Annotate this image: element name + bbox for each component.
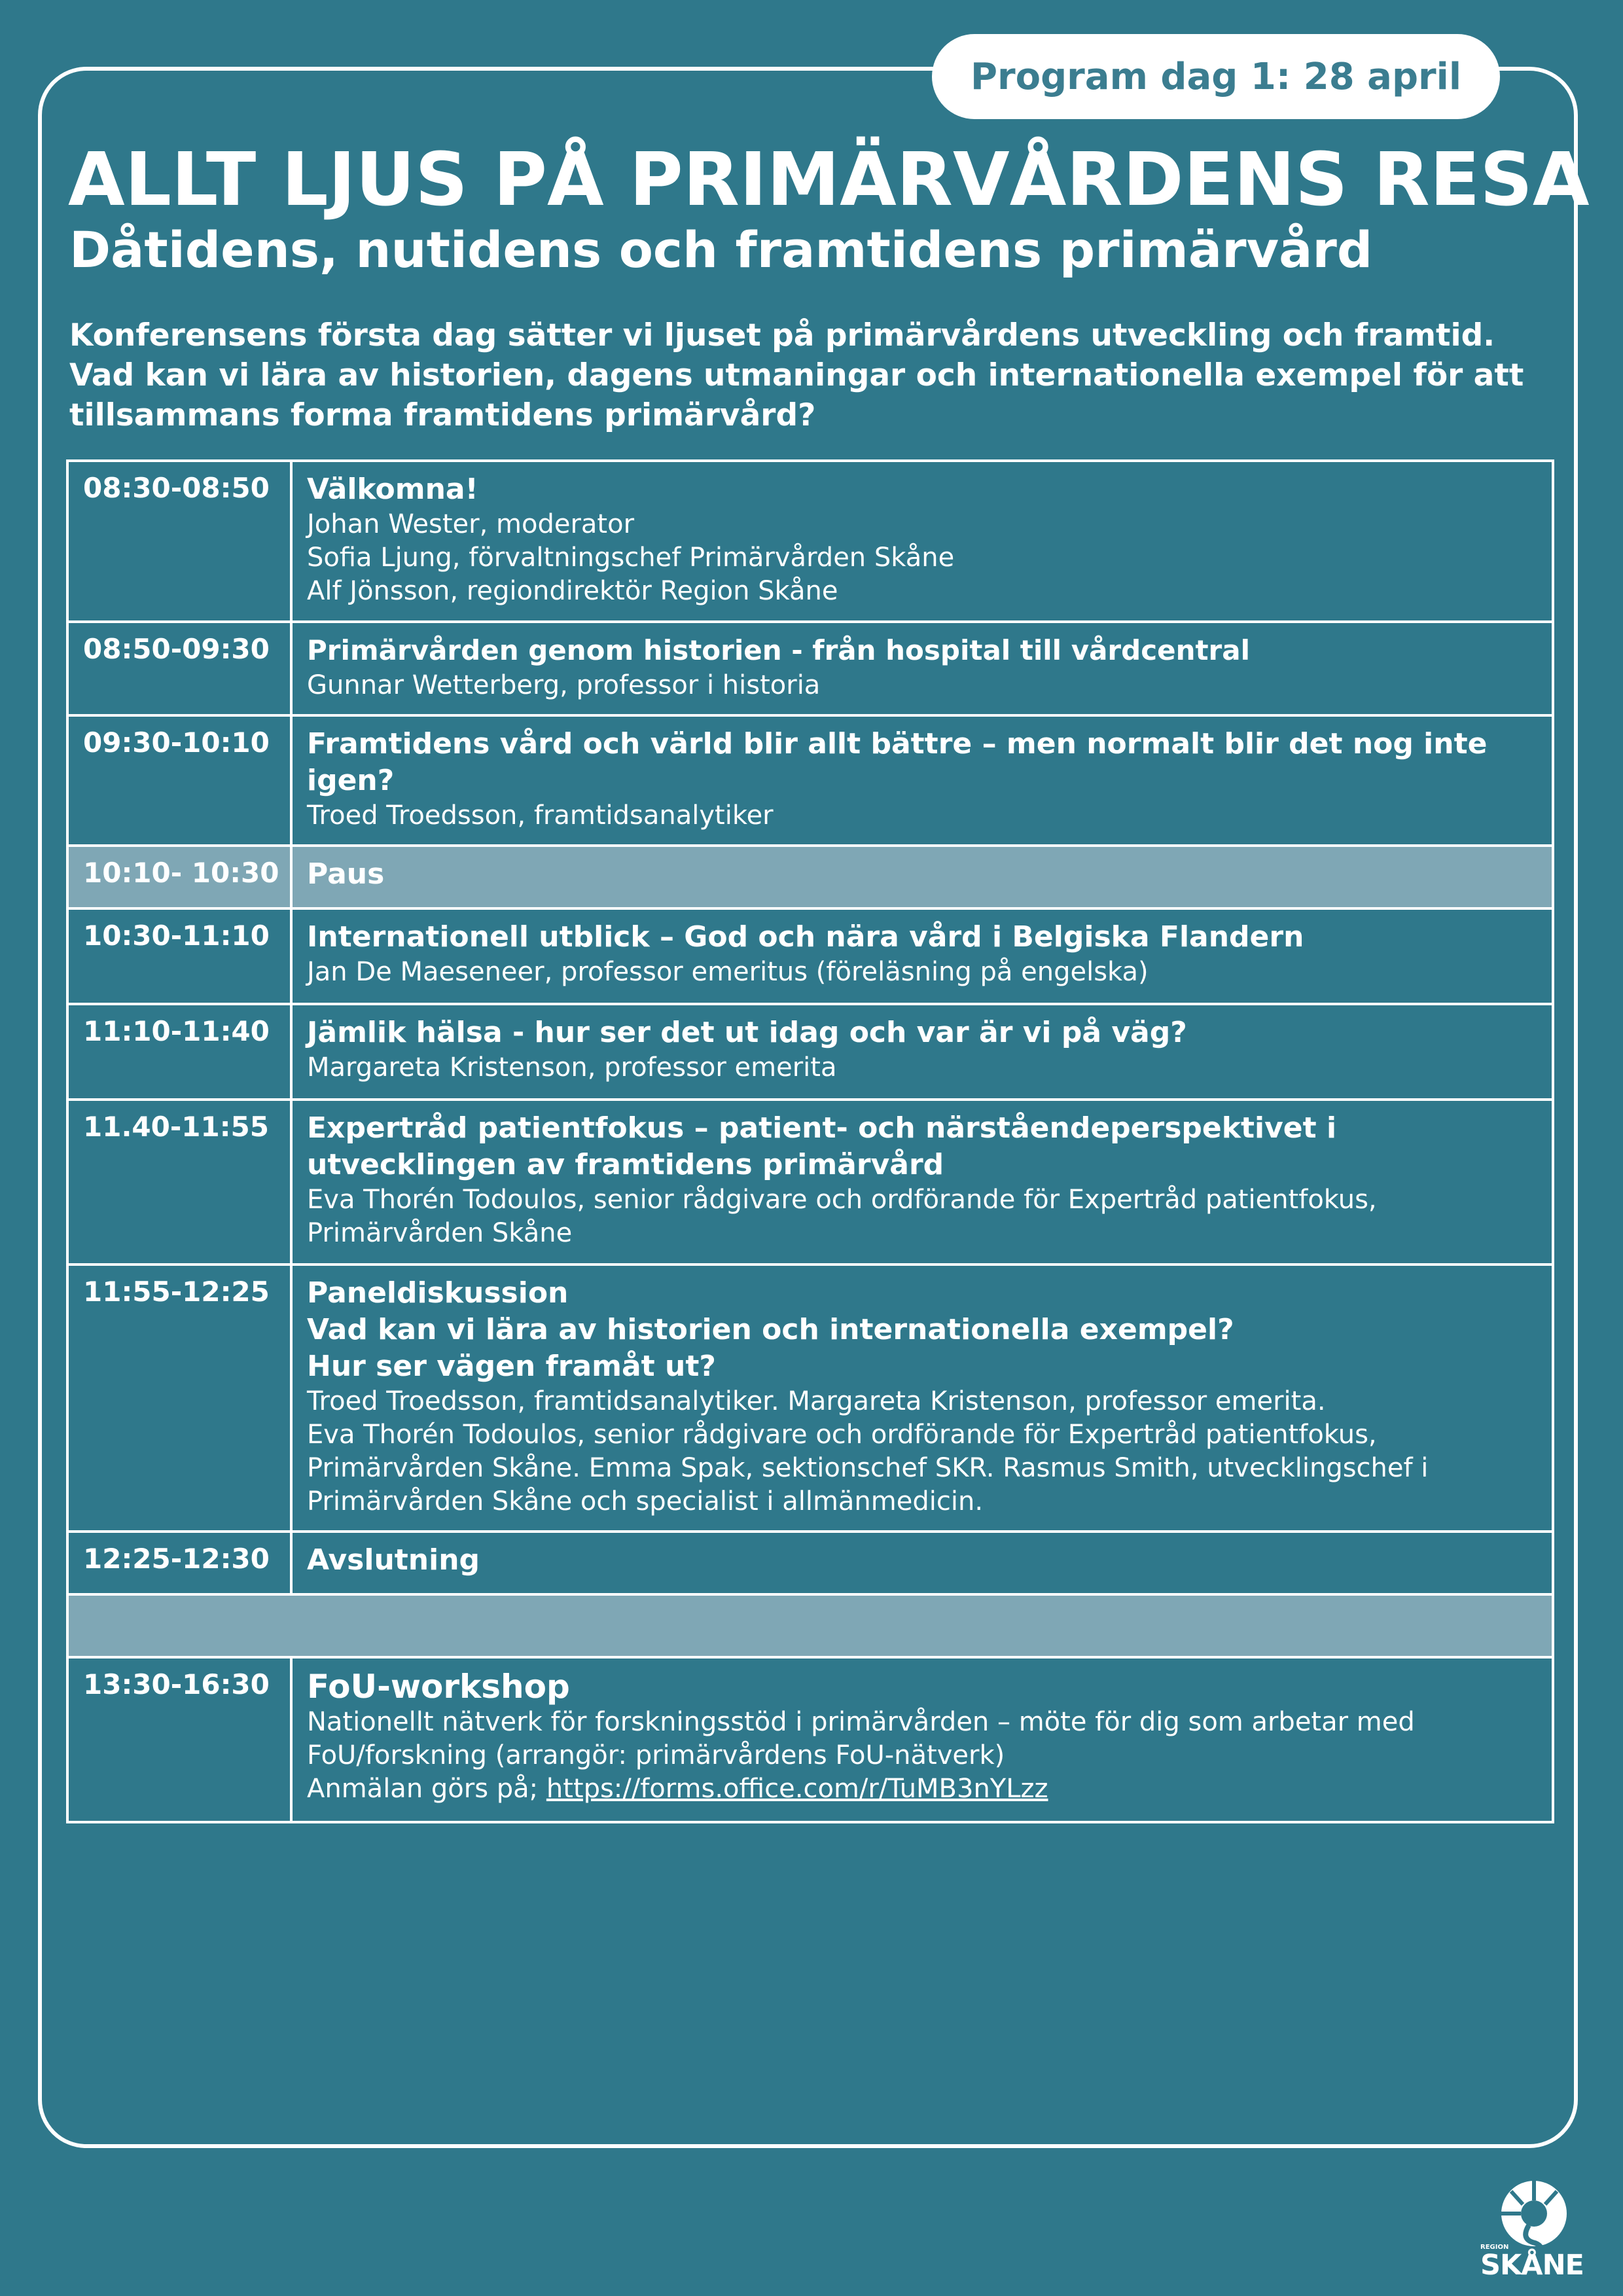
session-time: 10:10- 10:30: [67, 846, 291, 908]
logo-region-text: REGION: [1480, 2244, 1509, 2251]
session-time: 10:30-11:10: [67, 908, 291, 1004]
session-time: 12:25-12:30: [67, 1532, 291, 1594]
session-title: Paus: [307, 857, 385, 891]
schedule-row: [67, 1657, 1553, 1822]
schedule-row: [67, 1265, 1553, 1532]
session-time: 08:50-09:30: [67, 622, 291, 715]
program-day-tab: [932, 34, 1500, 119]
schedule-row: [67, 1004, 1553, 1100]
session-title: Jämlik hälsa - hur ser det ut idag och var är vi på väg?: [307, 1016, 1187, 1049]
schedule-row-break: [67, 846, 1553, 908]
session-speaker: Johan Wester, moderator: [307, 509, 635, 539]
session-details: [291, 1532, 1553, 1594]
session-title: Internationell utblick – God och nära vård i Belgiska Flandern: [307, 920, 1304, 954]
session-details: [291, 846, 1553, 908]
session-details: [291, 461, 1553, 622]
schedule-row: [67, 908, 1553, 1004]
session-title: Primärvården genom historien - från hospital till vårdcentral: [307, 634, 1251, 666]
session-speaker: Sofia Ljung, förvaltningschef Primärvården Skåne: [307, 543, 955, 573]
program-day-label: Program dag 1: 28 april: [970, 55, 1462, 98]
session-title: Paneldiskussion: [307, 1276, 569, 1310]
session-speaker: Jan De Maeseneer, professor emeritus (föreläsning på engelska): [307, 957, 1149, 987]
session-description: Nationellt nätverk för forskningsstöd i primärvården – möte för dig som arbetar med FoU/forskning (arrangör: primärvårdens FoU-nätverk): [307, 1707, 1415, 1770]
signup-line: [307, 1772, 1537, 1806]
session-title: Expertråd patientfokus – patient- och närståendeperspektivet i utvecklingen av framtidens primärvård: [307, 1111, 1337, 1181]
page-title: ALLT LJUS PÅ PRIMÄRVÅRDENS RESA: [68, 137, 1590, 223]
session-details: [291, 715, 1553, 846]
session-title: Avslutning: [307, 1543, 480, 1577]
schedule-row: [67, 622, 1553, 715]
session-speaker: Eva Thorén Todoulos, senior rådgivare och ordförande för Expertråd patientfokus, Primärvården Skåne. Emma Spak, sektionschef SKR. Rasmus Smith, utvecklingschef i Primärvården Skåne och specialist i allmänmedicin.: [307, 1420, 1429, 1516]
session-title: Hur ser vägen framåt ut?: [307, 1350, 716, 1383]
session-speaker: Troed Troedsson, framtidsanalytiker: [307, 800, 774, 831]
session-details: [291, 1657, 1553, 1822]
session-speaker: Margareta Kristenson, professor emerita: [307, 1052, 837, 1083]
schedule-row: [67, 461, 1553, 622]
session-time: 08:30-08:50: [67, 461, 291, 622]
session-details: [291, 1004, 1553, 1100]
session-speaker: Alf Jönsson, regiondirektör Region Skåne: [307, 576, 838, 606]
session-time: 13:30-16:30: [67, 1657, 291, 1822]
schedule-row-spacer: [67, 1594, 1553, 1657]
schedule-row: [67, 1532, 1553, 1594]
logo-name-text: SKÅNE: [1480, 2249, 1584, 2282]
session-speaker: Eva Thorén Todoulos, senior rådgivare och ordförande för Expertråd patientfokus, Primärvården Skåne: [307, 1185, 1377, 1248]
intro-paragraph: Konferensens första dag sätter vi ljuset på primärvårdens utveckling och framtid. Vad kan vi lära av historien, dagens utmaningar och internationella exempel för att tillsammans forma framtidens primärvård?: [69, 317, 1524, 433]
session-title: Framtidens vård och värld blir allt bättre – men normalt blir det nog inte igen?: [307, 727, 1488, 797]
schedule-row: [67, 1100, 1553, 1265]
spacer-cell: [67, 1594, 1553, 1657]
session-time: 11.40-11:55: [67, 1100, 291, 1265]
session-title: Vad kan vi lära av historien och internationella exempel?: [307, 1313, 1234, 1346]
session-details: [291, 1265, 1553, 1532]
session-speaker: Gunnar Wetterberg, professor i historia: [307, 670, 821, 700]
session-time: 09:30-10:10: [67, 715, 291, 846]
page-subtitle: Dåtidens, nutidens och framtidens primärvård: [69, 221, 1373, 279]
session-details: [291, 908, 1553, 1004]
session-title: Välkomna!: [307, 473, 478, 506]
session-details: [291, 622, 1553, 715]
schedule-table: [66, 459, 1554, 1823]
session-time: 11:55-12:25: [67, 1265, 291, 1532]
signup-prefix: Anmälan görs på;: [307, 1774, 546, 1804]
session-time: 11:10-11:40: [67, 1004, 291, 1100]
session-speaker: Troed Troedsson, framtidsanalytiker. Margareta Kristenson, professor emerita.: [307, 1386, 1326, 1416]
session-details: [291, 1100, 1553, 1265]
schedule-row: [67, 715, 1553, 846]
signup-link[interactable]: https://forms.office.com/r/TuMB3nYLzz: [546, 1774, 1048, 1804]
session-title: FoU-workshop: [307, 1668, 570, 1706]
